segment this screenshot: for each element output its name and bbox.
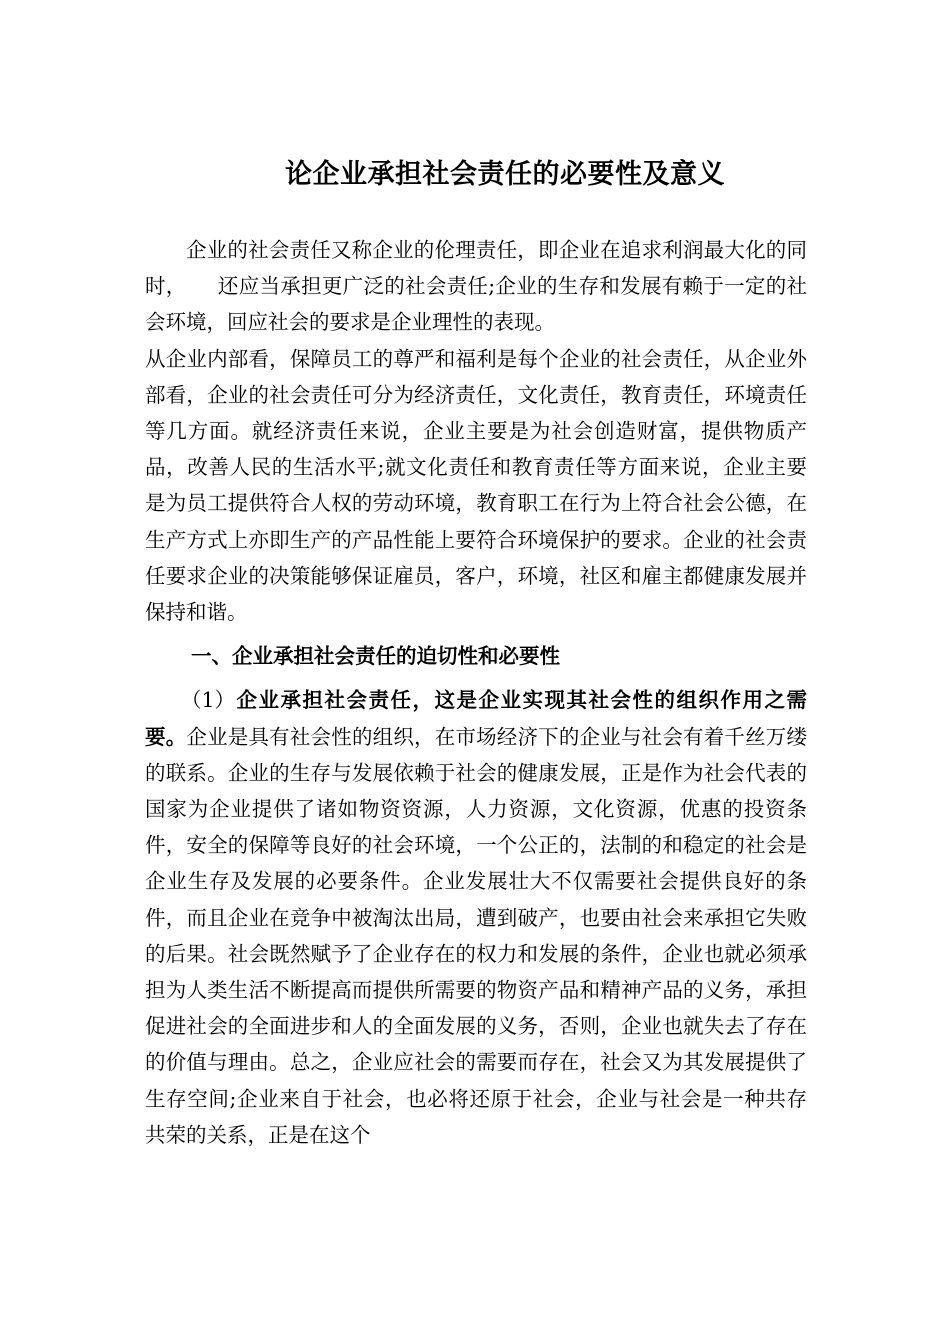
point-number: （1）	[181, 688, 236, 713]
paragraph-intro: 企业的社会责任又称企业的伦理责任，即企业在追求利润最大化的同时， 还应当承担更广泛的社会责任;企业的生存和发展有赖于一定的社会环境，回应社会的要求是企业理性的表现。	[145, 238, 807, 335]
document-body	[145, 232, 807, 1153]
section-heading: 一、企业承担社会责任的迫切性和必要性	[191, 644, 560, 669]
paragraph-point-1	[145, 682, 807, 1153]
document-title: 论企业承担社会责任的必要性及意义	[285, 159, 725, 190]
paragraph-internal-external: 从企业内部看，保障员工的尊严和福利是每个企业的社会责任，从企业外部看，企业的社会责任可分为经济责任，文化责任，教育责任，环境责任等几方面。就经济责任来说，企业主要是为社会创造财富，提供物质产品，改善人民的生活水平;就文化责任和教育责任等方面来说，企业主要是为员工提供符合人权的劳动环境，教育职工在行为上符合社会公德，在生产方式上亦即生产的产品性能上要符合环境保护的要求。企业的社会责任要求企业的决策能够保证雇员，客户，环境，社区和雇主都健康发展并保持和谐。	[145, 346, 807, 625]
point-body-text: 企业是具有社会性的组织，在市场经济下的企业与社会有着千丝万缕的联系。企业的生存与发展依赖于社会的健康发展，正是作为社会代表的国家为企业提供了诸如物资资源，人力资源，文化资源，优惠的投资条件，安全的保障等良好的社会环境，一个公正的，法制的和稳定的社会是企业生存及发展的必要条件。企业发展壮大不仅需要社会提供良好的条件，而且企业在竞争中被淘汰出局，遭到破产，也要由社会来承担它失败的后果。社会既然赋予了企业存在的权力和发展的条件，企业也就必须承担为人类生活不断提高而提供所需要的物资产品和精神产品的义务，承担促进社会的全面进步和人的全面发展的义务，否则，企业也就失去了存在的价值与理由。总之，企业应社会的需要而存在，社会又为其发展提供了生存空间;企业来自于社会，也必将还原于社会，企业与社会是一种共存共荣的关系，正是在这个	[145, 724, 808, 1147]
point-bold-statement: 企业承担社会责任，这是企业实现其社会性的组织作用之需要。	[145, 688, 807, 749]
